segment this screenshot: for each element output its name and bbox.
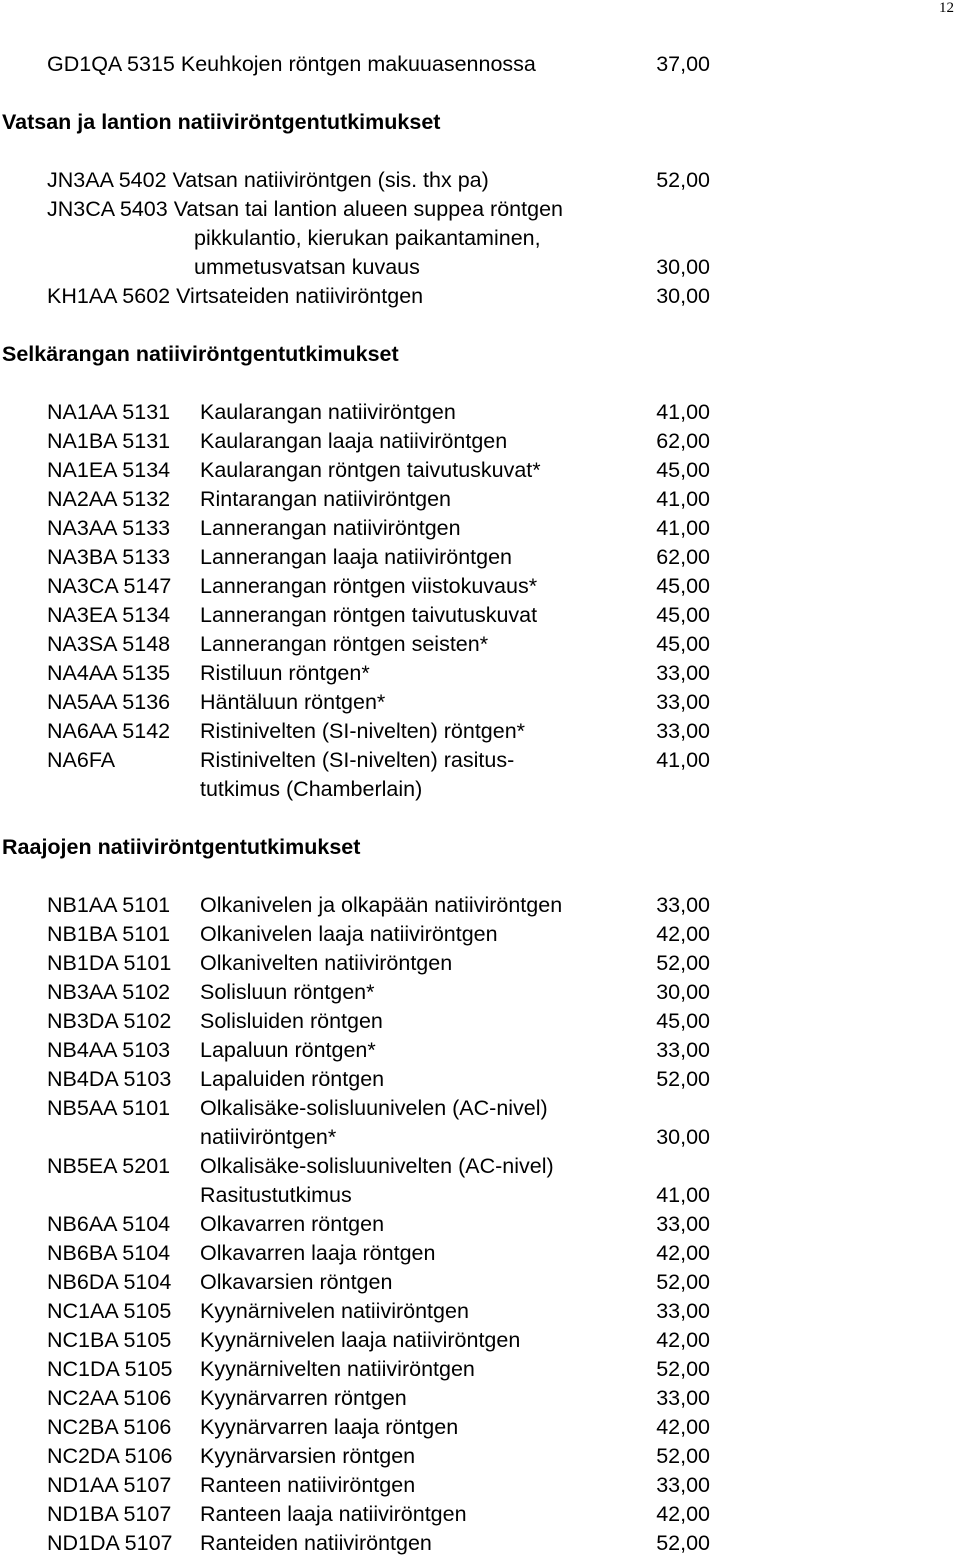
price: 30,00 [656, 1125, 710, 1149]
price: 33,00 [656, 1212, 710, 1236]
list-item [0, 50, 960, 78]
list-item [0, 514, 960, 542]
list-item [0, 1123, 960, 1151]
list-item [0, 456, 960, 484]
item-code: NA1EA 5134 [47, 458, 171, 482]
item-code: NA3CA 5147 [47, 574, 172, 598]
item-description: Kyynärnivelen laaja natiiviröntgen [200, 1328, 521, 1352]
item-description: Kyynärvarren röntgen [200, 1386, 407, 1410]
price: 62,00 [656, 545, 710, 569]
section-heading [0, 108, 960, 136]
price: 37,00 [656, 52, 710, 76]
list-item [0, 1065, 960, 1093]
item-code: NB6DA 5104 [47, 1270, 172, 1294]
item-description: Lannerangan röntgen seisten* [200, 632, 489, 656]
item-description: Lannerangan röntgen taivutuskuvat [200, 603, 538, 627]
item-description: Kaularangan laaja natiiviröntgen [200, 429, 508, 453]
item-code: NB5AA 5101 [47, 1096, 171, 1120]
price: 41,00 [656, 748, 710, 772]
list-item [0, 1007, 960, 1035]
item-code: NC1BA 5105 [47, 1328, 172, 1352]
item-code: ND1DA 5107 [47, 1531, 173, 1555]
list-item [0, 195, 960, 223]
price: 41,00 [656, 1183, 710, 1207]
price: 33,00 [656, 661, 710, 685]
list-item [0, 717, 960, 745]
item-code: NA3SA 5148 [47, 632, 171, 656]
price: 33,00 [656, 690, 710, 714]
price: 33,00 [656, 719, 710, 743]
item-text: JN3CA 5403 Vatsan tai lantion alueen suppea röntgen [47, 197, 563, 221]
list-item [0, 543, 960, 571]
list-item [0, 1210, 960, 1238]
price: 33,00 [656, 1299, 710, 1323]
item-description: Kyynärnivelen natiiviröntgen [200, 1299, 469, 1323]
list-item [0, 1036, 960, 1064]
price: 45,00 [656, 574, 710, 598]
price: 33,00 [656, 1038, 710, 1062]
section-heading-text: Vatsan ja lantion natiiviröntgentutkimukset [2, 110, 441, 134]
item-description: Häntäluun röntgen* [200, 690, 386, 714]
list-item [0, 978, 960, 1006]
list-item [0, 1297, 960, 1325]
list-item [0, 398, 960, 426]
item-code: NC2DA 5106 [47, 1444, 173, 1468]
item-description: Solisluun röntgen* [200, 980, 375, 1004]
list-item [0, 1094, 960, 1122]
price: 30,00 [656, 980, 710, 1004]
item-description: Ristiluun röntgen* [200, 661, 370, 685]
item-description: Lapaluun röntgen* [200, 1038, 376, 1062]
price: 30,00 [656, 255, 710, 279]
price: 52,00 [656, 1357, 710, 1381]
price: 42,00 [656, 1241, 710, 1265]
item-code: NB4AA 5103 [47, 1038, 171, 1062]
list-item [0, 746, 960, 774]
item-description: Lapaluiden röntgen [200, 1067, 385, 1091]
item-text: pikkulantio, kierukan paikantaminen, [194, 226, 541, 250]
list-item [0, 1268, 960, 1296]
item-description: Ristinivelten (SI-nivelten) röntgen* [200, 719, 526, 743]
item-code: NC1DA 5105 [47, 1357, 173, 1381]
item-code: NA6FA [47, 748, 116, 772]
price: 52,00 [656, 1067, 710, 1091]
list-item [0, 253, 960, 281]
item-description: Kyynärvarren laaja röntgen [200, 1415, 459, 1439]
item-description: Olkanivelten natiiviröntgen [200, 951, 453, 975]
price: 45,00 [656, 1009, 710, 1033]
item-description: Olkalisäke-solisluunivelen (AC-nivel) [200, 1096, 548, 1120]
list-item [0, 224, 960, 252]
page-number: 12 [939, 0, 954, 16]
item-code: NA3BA 5133 [47, 545, 171, 569]
item-code: NB4DA 5103 [47, 1067, 172, 1091]
price: 33,00 [656, 1473, 710, 1497]
item-code: NB3AA 5102 [47, 980, 171, 1004]
item-code: NA4AA 5135 [47, 661, 171, 685]
list-item [0, 601, 960, 629]
list-item [0, 427, 960, 455]
item-code: ND1BA 5107 [47, 1502, 172, 1526]
list-item [0, 891, 960, 919]
item-code: NB1BA 5101 [47, 922, 171, 946]
item-description: Kaularangan natiiviröntgen [200, 400, 456, 424]
item-description: Ranteen laaja natiiviröntgen [200, 1502, 467, 1526]
price: 52,00 [656, 1270, 710, 1294]
item-description: Rintarangan natiiviröntgen [200, 487, 451, 511]
price: 33,00 [656, 893, 710, 917]
item-description: Olkavarsien röntgen [200, 1270, 393, 1294]
section-heading [0, 340, 960, 368]
list-item [0, 1529, 960, 1557]
list-item [0, 1413, 960, 1441]
item-code: NA1BA 5131 [47, 429, 171, 453]
item-description: Ranteiden natiiviröntgen [200, 1531, 432, 1555]
price: 62,00 [656, 429, 710, 453]
item-text: JN3AA 5402 Vatsan natiiviröntgen (sis. thx pa) [47, 168, 489, 192]
section-heading [0, 833, 960, 861]
item-code: NC2BA 5106 [47, 1415, 172, 1439]
item-text: GD1QA 5315 Keuhkojen röntgen makuuasennossa [47, 52, 536, 76]
item-code: NB6BA 5104 [47, 1241, 171, 1265]
item-description: Kaularangan röntgen taivutuskuvat* [200, 458, 541, 482]
item-code: NA5AA 5136 [47, 690, 171, 714]
list-item [0, 1239, 960, 1267]
list-item [0, 282, 960, 310]
item-description: Olkanivelen laaja natiiviröntgen [200, 922, 498, 946]
item-code: NC2AA 5106 [47, 1386, 172, 1410]
price: 33,00 [656, 1386, 710, 1410]
item-code: ND1AA 5107 [47, 1473, 172, 1497]
item-description: Kyynärvarsien röntgen [200, 1444, 416, 1468]
item-description: Olkavarren röntgen [200, 1212, 385, 1236]
section-heading-text: Raajojen natiiviröntgentutkimukset [2, 835, 361, 859]
item-code: NA3AA 5133 [47, 516, 171, 540]
item-description: Olkanivelen ja olkapään natiiviröntgen [200, 893, 563, 917]
price: 41,00 [656, 487, 710, 511]
list-item [0, 688, 960, 716]
price: 45,00 [656, 458, 710, 482]
item-description: Olkalisäke-solisluunivelten (AC-nivel) [200, 1154, 554, 1178]
item-code: NA1AA 5131 [47, 400, 171, 424]
list-item [0, 630, 960, 658]
price: 42,00 [656, 1502, 710, 1526]
item-code: NB5EA 5201 [47, 1154, 171, 1178]
item-code: NA3EA 5134 [47, 603, 171, 627]
item-description: natiiviröntgen* [200, 1125, 337, 1149]
list-item [0, 1181, 960, 1209]
list-item [0, 1442, 960, 1470]
list-item [0, 1384, 960, 1412]
price: 52,00 [656, 951, 710, 975]
price: 41,00 [656, 516, 710, 540]
list-item [0, 572, 960, 600]
list-item [0, 485, 960, 513]
item-description: Solisluiden röntgen [200, 1009, 383, 1033]
item-description: Lannerangan natiiviröntgen [200, 516, 461, 540]
price: 45,00 [656, 632, 710, 656]
item-description: Lannerangan laaja natiiviröntgen [200, 545, 512, 569]
item-code: NA6AA 5142 [47, 719, 171, 743]
list-item [0, 949, 960, 977]
price: 41,00 [656, 400, 710, 424]
price: 42,00 [656, 1415, 710, 1439]
price: 52,00 [656, 1444, 710, 1468]
item-text: ummetusvatsan kuvaus [194, 255, 420, 279]
item-description: Olkavarren laaja röntgen [200, 1241, 436, 1265]
price: 30,00 [656, 284, 710, 308]
list-item [0, 1500, 960, 1528]
list-item [0, 1152, 960, 1180]
list-item [0, 166, 960, 194]
list-item [0, 1355, 960, 1383]
price: 45,00 [656, 603, 710, 627]
item-description: Ranteen natiiviröntgen [200, 1473, 416, 1497]
price: 42,00 [656, 1328, 710, 1352]
item-code: NA2AA 5132 [47, 487, 171, 511]
item-code: NB1DA 5101 [47, 951, 172, 975]
list-item [0, 1326, 960, 1354]
list-item [0, 920, 960, 948]
price: 52,00 [656, 1531, 710, 1555]
item-code: NB3DA 5102 [47, 1009, 172, 1033]
list-item [0, 1471, 960, 1499]
item-description: tutkimus (Chamberlain) [200, 777, 423, 801]
item-description: Ristinivelten (SI-nivelten) rasitus- [200, 748, 515, 772]
section-heading-text: Selkärangan natiiviröntgentutkimukset [2, 342, 399, 366]
item-description: Lannerangan röntgen viistokuvaus* [200, 574, 538, 598]
price: 42,00 [656, 922, 710, 946]
item-code: NC1AA 5105 [47, 1299, 172, 1323]
price: 52,00 [656, 168, 710, 192]
item-code: NB6AA 5104 [47, 1212, 171, 1236]
item-description: Rasitustutkimus [200, 1183, 352, 1207]
list-item [0, 659, 960, 687]
item-code: NB1AA 5101 [47, 893, 171, 917]
item-description: Kyynärnivelten natiiviröntgen [200, 1357, 475, 1381]
list-item [0, 775, 960, 803]
item-text: KH1AA 5602 Virtsateiden natiiviröntgen [47, 284, 424, 308]
